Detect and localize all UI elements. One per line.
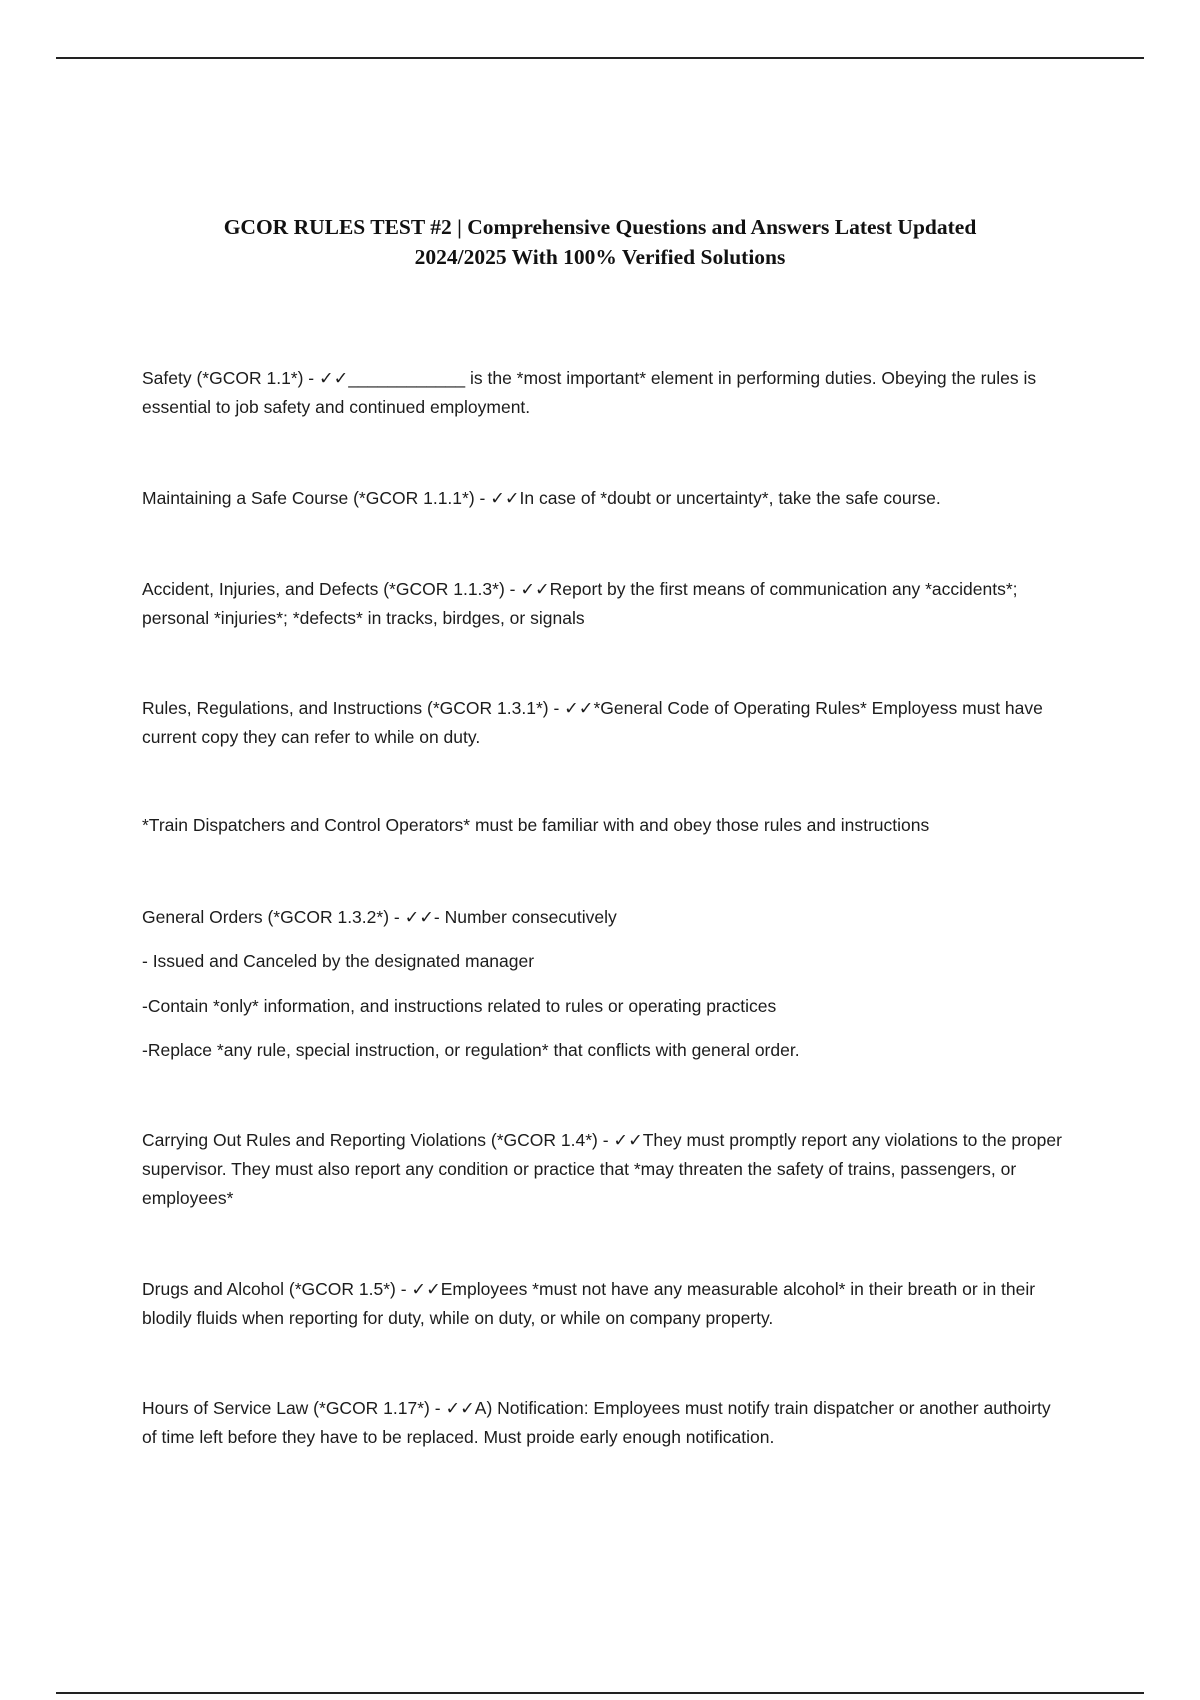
- checkmark-icon: ✓✓: [490, 488, 520, 508]
- footer-rule: [56, 1692, 1144, 1694]
- qa-entry-rules-regulations: [142, 694, 1062, 752]
- qa-bullet-replace: [142, 1036, 1062, 1065]
- question-text: Carrying Out Rules and Reporting Violations (*GCOR 1.4*) -: [142, 1130, 614, 1150]
- checkmark-icon: ✓✓: [445, 1398, 475, 1418]
- qa-entry-accidents: [142, 575, 1062, 633]
- answer-text: Employees *must not have any measurable alcohol* in their breath or in their blodily fluids when reporting for duty, while on duty, or while on company property.: [142, 1279, 1040, 1328]
- bullet-text: -Contain *only* information, and instructions related to rules or operating practices: [142, 996, 777, 1016]
- answer-text: They must promptly report any violations to the proper supervisor. They must also report any condition or practice that *may threaten the safety of trains, passengers, or employees*: [142, 1130, 1067, 1208]
- answer-text: *General Code of Operating Rules* Employess must have current copy they can refer to while on duty.: [142, 698, 1048, 747]
- qa-entry-safe-course: [142, 484, 1062, 513]
- checkmark-icon: ✓✓: [520, 579, 550, 599]
- answer-text: ____________ is the *most important* element in performing duties. Obeying the rules is essential to job safety and continued employment.: [142, 368, 1041, 417]
- checkmark-icon: ✓✓: [613, 1130, 643, 1150]
- qa-entry-general-orders: [142, 903, 1062, 932]
- checkmark-icon: ✓✓: [564, 698, 594, 718]
- qa-bullet-issued: [142, 947, 1062, 976]
- question-text: Accident, Injuries, and Defects (*GCOR 1.1.3*) -: [142, 579, 521, 599]
- checkmark-icon: ✓✓: [404, 907, 434, 927]
- answer-text: A) Notification: Employees must notify train dispatcher or another authoirty of time left before they have to be replaced. Must proide early enough notification.: [142, 1398, 1056, 1447]
- paragraph-text: *Train Dispatchers and Control Operators* must be familiar with and obey those rules and instructions: [142, 815, 930, 835]
- qa-entry-drugs-alcohol: [142, 1275, 1062, 1333]
- qa-entry-violations: [142, 1126, 1067, 1213]
- question-text: Maintaining a Safe Course (*GCOR 1.1.1*) -: [142, 488, 491, 508]
- question-text: Hours of Service Law (*GCOR 1.17*) -: [142, 1398, 446, 1418]
- bullet-text: -Replace *any rule, special instruction, or regulation* that conflicts with general order.: [142, 1040, 800, 1060]
- title-line-2: 2024/2025 With 100% Verified Solutions: [414, 245, 786, 269]
- qa-paragraph-dispatchers: [142, 811, 1062, 840]
- question-text: Drugs and Alcohol (*GCOR 1.5*) -: [142, 1279, 412, 1299]
- bullet-text: - Issued and Canceled by the designated manager: [142, 951, 535, 971]
- title-line-1: GCOR RULES TEST #2 | Comprehensive Questions and Answers Latest Updated: [223, 215, 977, 239]
- answer-text: Report by the first means of communication any *accidents*; personal *injuries*; *defects* in tracks, birdges, or signals: [142, 579, 1023, 628]
- question-text: Safety (*GCOR 1.1*) -: [142, 368, 319, 388]
- header-rule: [56, 57, 1144, 59]
- checkmark-icon: ✓✓: [411, 1279, 441, 1299]
- qa-entry-hours-of-service: [142, 1394, 1062, 1452]
- answer-text: - Number consecutively: [433, 907, 617, 927]
- document-title: [100, 212, 1100, 272]
- qa-bullet-contain: [142, 992, 1062, 1021]
- qa-entry-safety: [142, 364, 1062, 422]
- answer-text: In case of *doubt or uncertainty*, take the safe course.: [519, 488, 941, 508]
- question-text: Rules, Regulations, and Instructions (*GCOR 1.3.1*) -: [142, 698, 565, 718]
- question-text: General Orders (*GCOR 1.3.2*) -: [142, 907, 405, 927]
- checkmark-icon: ✓✓: [319, 368, 349, 388]
